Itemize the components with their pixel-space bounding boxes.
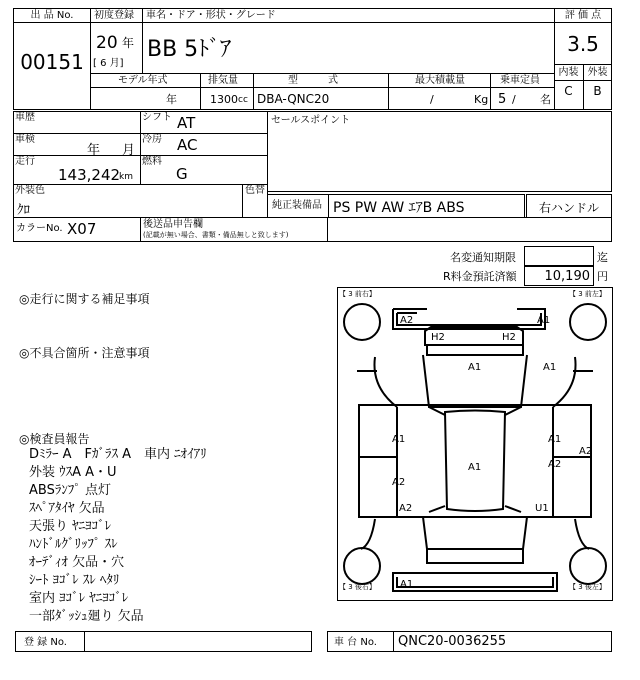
lot-number: 00151 <box>20 50 84 74</box>
mark-hood: A1 <box>468 362 482 373</box>
capacity-label: 乗車定員 <box>500 75 540 86</box>
mileage-value: 143,242 <box>58 166 121 184</box>
displacement-value: 1300 <box>210 93 238 106</box>
color-change-label: 色替 <box>245 185 265 196</box>
inspection-label: 車検 <box>15 134 35 145</box>
car-damage-diagram <box>337 287 613 601</box>
capacity-unit: 名 <box>540 93 551 106</box>
inspector-line: ｼｰﾄ ﾖｺﾞﾚ ｽﾚ ﾍﾀﾘ <box>29 573 120 588</box>
documents-extra-cell <box>327 217 612 242</box>
name-change-box <box>524 246 594 266</box>
car-name: BB 5ﾄﾞｱ <box>147 37 232 62</box>
history-label: 車歴 <box>15 112 35 123</box>
inspector-title: ◎検査員報告 <box>19 432 90 446</box>
exterior-color-value: ｸﾛ <box>17 203 30 218</box>
corner-rear-left: 【 3 後左】 <box>569 583 606 591</box>
defects-title: ◎不具合箇所・注意事項 <box>19 346 150 360</box>
inspector-line: ｵｰﾃﾞｨｵ 欠品・穴 <box>29 555 125 570</box>
score-value: 3.5 <box>567 32 599 56</box>
mileage-label: 走行 <box>15 156 35 167</box>
inspector-line: 外装 ｳｽA A・U <box>29 465 117 480</box>
recycle-label: R料金預託済額 <box>443 270 517 283</box>
color-no-value: X07 <box>67 220 97 238</box>
equipment-value: PS PW AW ｴｱB ABS <box>333 200 465 216</box>
car-name-label: 車名・ドア・形状・グレード <box>146 10 276 21</box>
max-load-unit: Kg <box>474 93 489 106</box>
chassis-number: QNC20-0036255 <box>398 634 507 649</box>
sales-point-label: セールスポイント <box>271 115 351 126</box>
mark-rear-fender-right: U1 <box>535 503 549 514</box>
corner-front-right: 【 3 前右】 <box>339 290 376 298</box>
registration-number-label: 登 録 No. <box>24 637 67 648</box>
mark-roof: A1 <box>468 462 482 473</box>
exterior-label: 外装 <box>587 67 608 78</box>
recycle-value: 10,190 <box>544 269 590 284</box>
registration-year: 20 <box>96 33 118 53</box>
mark-right-side: A2 <box>579 446 593 457</box>
documents-label: 後送品申告欄 <box>143 219 203 230</box>
inspector-line: ｽﾍﾟｱﾀｲﾔ 欠品 <box>29 501 105 516</box>
inspection-month-unit: 月 <box>122 143 136 158</box>
inspector-line: 天張り ﾔﾆﾖｺﾞﾚ <box>29 519 112 534</box>
max-load-label: 最大積載量 <box>415 75 465 86</box>
chassis-number-label: 車 台 No. <box>334 637 377 648</box>
exterior-color-label: 外装色 <box>15 185 45 196</box>
mark-front-bumper-right: A1 <box>537 315 551 326</box>
exterior-color-cell <box>13 184 268 218</box>
fuel-value: G <box>176 165 188 183</box>
fuel-label: 燃料 <box>142 156 162 167</box>
inspector-line: 室内 ﾖｺﾞﾚ ﾔﾆﾖｺﾞﾚ <box>29 591 129 606</box>
registration-month: [ 6 月] <box>93 58 124 69</box>
shift-value: AT <box>177 114 196 132</box>
model-year-unit: 年 <box>166 93 177 106</box>
mark-front-door-left: A1 <box>392 434 406 445</box>
inspector-line: 一部ﾀﾞｯｼｭ廻り 欠品 <box>29 609 144 624</box>
model-year-label: モデル年式 <box>118 75 168 86</box>
color-no-label: カラーNo. <box>16 223 63 234</box>
documents-note: (記載が無い場合、書類・備品無しと致します) <box>143 231 289 239</box>
mark-headlight-right: H2 <box>502 332 516 343</box>
name-change-label: 名変通知期限 <box>450 251 516 264</box>
inspector-line: ABSﾗﾝﾌﾟ 点灯 <box>29 483 111 498</box>
mark-rear-bumper: A1 <box>400 579 414 590</box>
mileage-unit: km <box>119 172 133 182</box>
mark-headlight-left: H2 <box>431 332 445 343</box>
mark-front-door-right: A1 <box>548 434 562 445</box>
lot-number-label: 出 品 No. <box>30 10 74 21</box>
registration-year-unit: 年 <box>122 36 135 50</box>
name-change-unit: 迄 <box>597 251 608 264</box>
inspection-year-unit: 年 <box>87 143 101 158</box>
aircon-value: AC <box>177 136 198 154</box>
capacity-value: 5 <box>498 92 507 107</box>
max-load-slash: / <box>430 93 434 106</box>
mark-front-bumper-left: A2 <box>400 315 414 326</box>
aircon-label: 冷房 <box>142 134 162 145</box>
steering-value: 右ハンドル <box>538 201 599 215</box>
first-registration-label: 初度登録 <box>94 10 134 21</box>
type-code: DBA-QNC20 <box>257 92 330 106</box>
capacity-slash: / <box>512 93 516 106</box>
displacement-label: 排気量 <box>208 75 238 86</box>
equipment-label: 純正装備品 <box>272 200 322 211</box>
inspector-line: ﾊﾝﾄﾞﾙｸﾞﾘｯﾌﾟ ｽﾚ <box>29 537 118 552</box>
mark-rear-door-right: A2 <box>548 459 562 470</box>
corner-front-left: 【 3 前左】 <box>569 290 606 298</box>
score-label: 評 価 点 <box>564 10 602 21</box>
mark-front-fender-right: A1 <box>543 362 557 373</box>
type-label: 型 式 <box>288 75 338 86</box>
driving-notes-title: ◎走行に関する補足事項 <box>19 292 150 306</box>
interior-grade: C <box>564 84 573 98</box>
corner-rear-right: 【 3 後右】 <box>339 583 376 591</box>
displacement-unit: cc <box>238 95 248 105</box>
exterior-grade: B <box>593 84 602 98</box>
shift-label: シフト <box>142 112 172 123</box>
inspector-line: Dﾐﾗｰ A Fｶﾞﾗｽ A 車内 ﾆｵｲｱﾘ <box>29 447 207 462</box>
mark-rear-door-left: A2 <box>392 477 406 488</box>
mark-rear-fender-left: A2 <box>399 503 413 514</box>
interior-label: 内装 <box>558 67 579 78</box>
recycle-unit: 円 <box>597 270 608 283</box>
